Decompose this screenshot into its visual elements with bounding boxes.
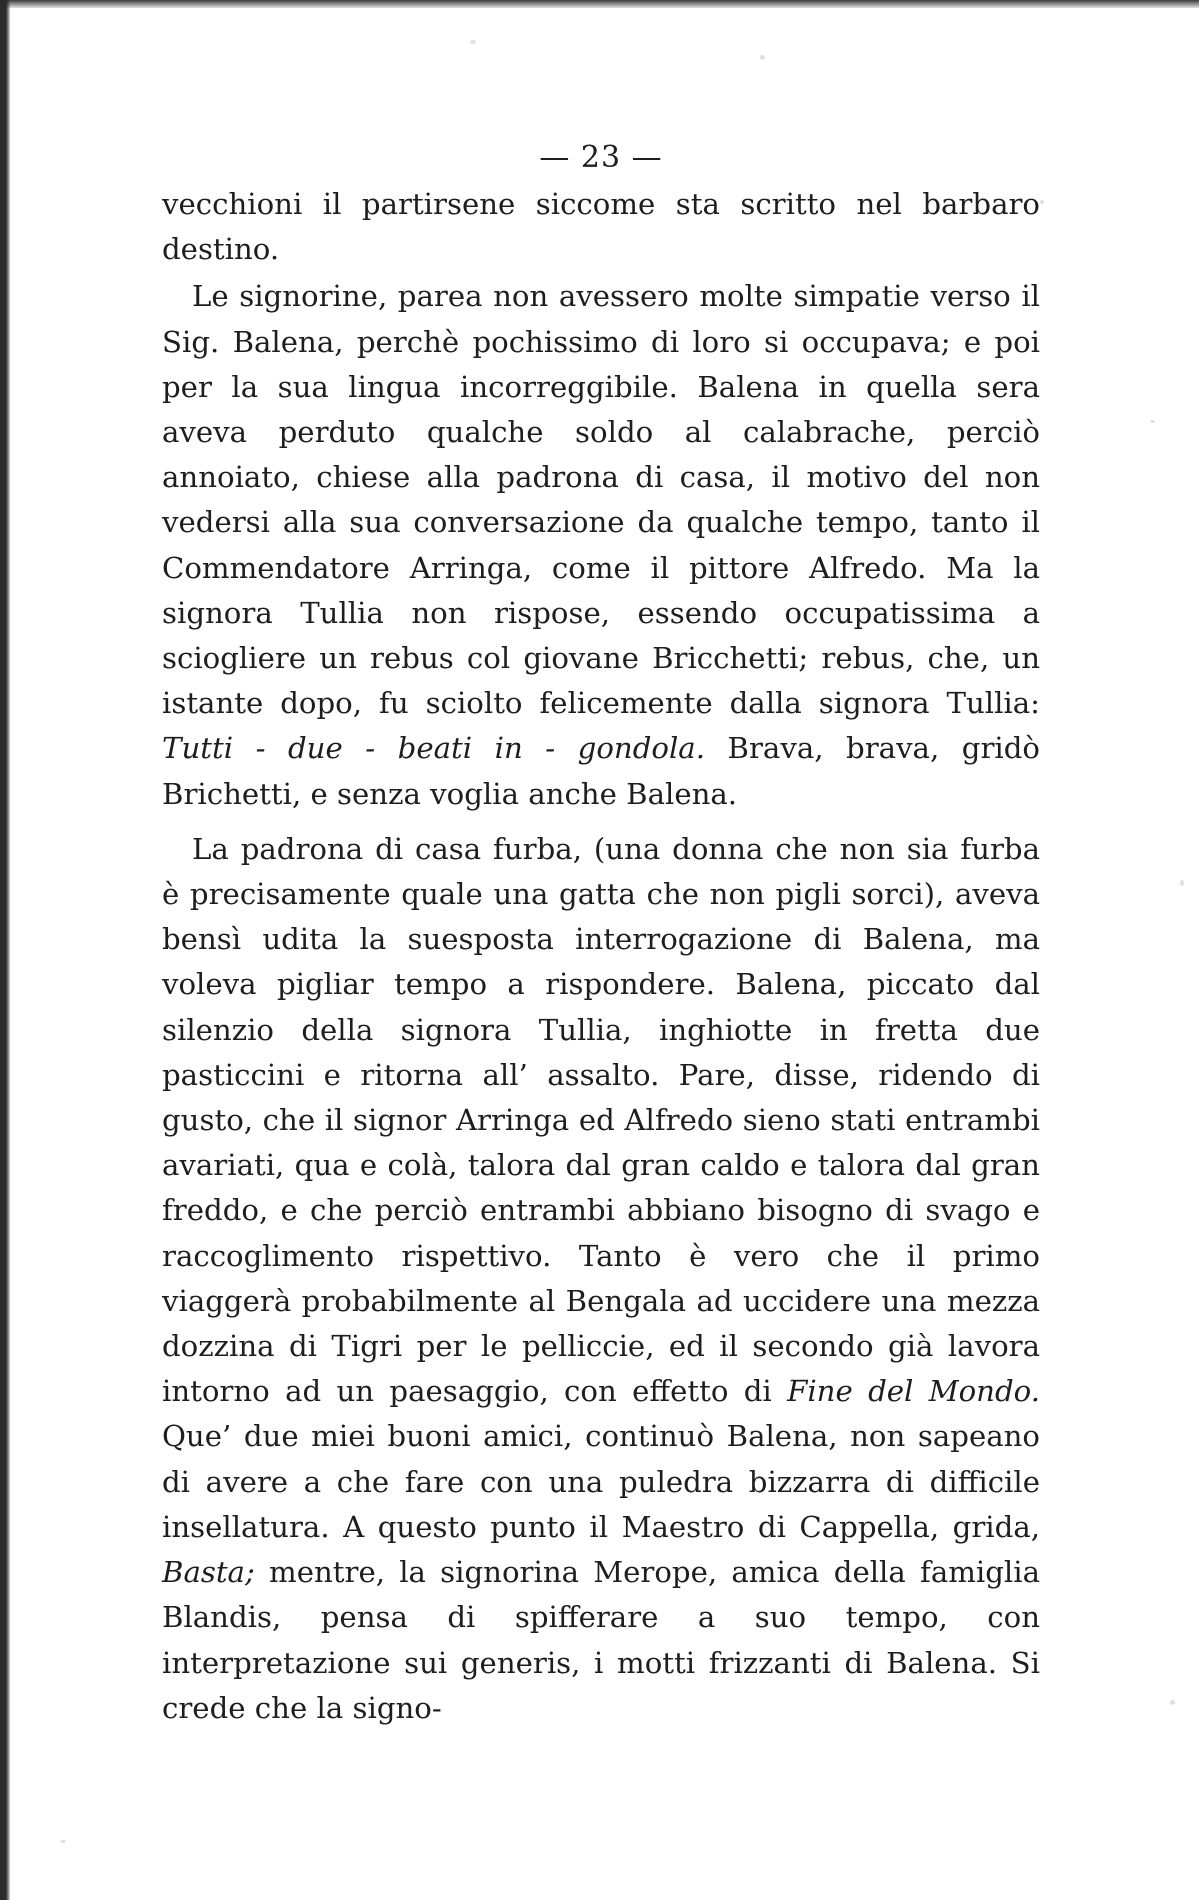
paragraph-2-text-start: Le signorine, parea non avessero molte simpatie verso il Sig. Balena, perchè pochissimo di loro si occupava; e poi per la sua lingua incorreggibile. Balena in quella sera aveva perduto qualche soldo al calabrache, perciò annoiato, chiese alla padrona di casa, il motivo del non vedersi alla sua conversazione da qualche tempo, tanto il Commendatore Arringa, come il pittore Alfredo. Ma la signora Tullia non rispose, essendo occupatissima a sciogliere un rebus col giovane Bricchetti; rebus, che, un istante dopo, fu sciolto felicemente dalla signora Tullia:: [162, 279, 1040, 721]
painting-title: Fine del Mondo.: [787, 1374, 1040, 1409]
scan-speck: [1170, 1700, 1175, 1705]
scan-speck: [60, 1840, 66, 1843]
page-number: — 23 —: [539, 140, 663, 175]
scan-speck: [470, 40, 476, 44]
paragraph-2: [162, 274, 1040, 816]
paragraph-3-text-part-2: Que’ due miei buoni amici, continuò Balena, non sapeano di avere a che fare con una puledra bizzarra di difficile insellatura. A questo punto il Maestro di Cappella, grida,: [162, 1419, 1040, 1544]
scan-speck: [1040, 200, 1044, 204]
paragraph-3-text-part-1: La padrona di casa furba, (una donna che non sia furba è precisamente quale una gatta che non pigli sorci), aveva bensì udita la suesposta interrogazione di Balena, ma voleva pigliar tempo a rispondere. Balena, piccato dal silenzio della signora Tullia, inghiotte in fretta due pasticcini e ritorna all’ assalto. Pare, disse, ridendo di gusto, che il signor Arringa ed Alfredo sieno stati entrambi avariati, qua e colà, talora dal gran caldo e talora dal gran freddo, e che perciò entrambi abbiano bisogno di svago e raccoglimento rispettivo. Tanto è vero che il primo viaggerà probabilmente al Bengala ad uccidere una mezza dozzina di Tigri per le pelliccie, ed il secondo già lavora intorno ad un paesaggio, con effetto di: [162, 831, 1040, 1409]
paragraph-2-text-end: Brava, brava, gridò Brichetti, e senza voglia anche Balena.: [162, 731, 1040, 811]
paragraph-3: [162, 827, 1040, 1731]
book-page: [162, 138, 1040, 1731]
paragraph-1: vecchioni il partirsene siccome sta scritto nel barbaro destino.: [162, 187, 1040, 267]
scan-speck: [1180, 880, 1184, 886]
rebus-solution: Tutti - due - beati in - gondola.: [162, 731, 705, 766]
paragraph-3-text-part-3: mentre, la signorina Merope, amica della famiglia Blandis, pensa di spifferare a suo tempo, con interpretazione sui generis, i motti frizzanti di Balena. Si crede che la signo-: [162, 1555, 1040, 1725]
scan-edge-left: [0, 0, 10, 1900]
page-body: [162, 182, 1040, 1731]
scan-speck: [1150, 420, 1155, 423]
scan-speck: [760, 55, 765, 60]
exclamation-basta: Basta;: [162, 1555, 255, 1590]
scan-edge-top: [0, 0, 1199, 8]
